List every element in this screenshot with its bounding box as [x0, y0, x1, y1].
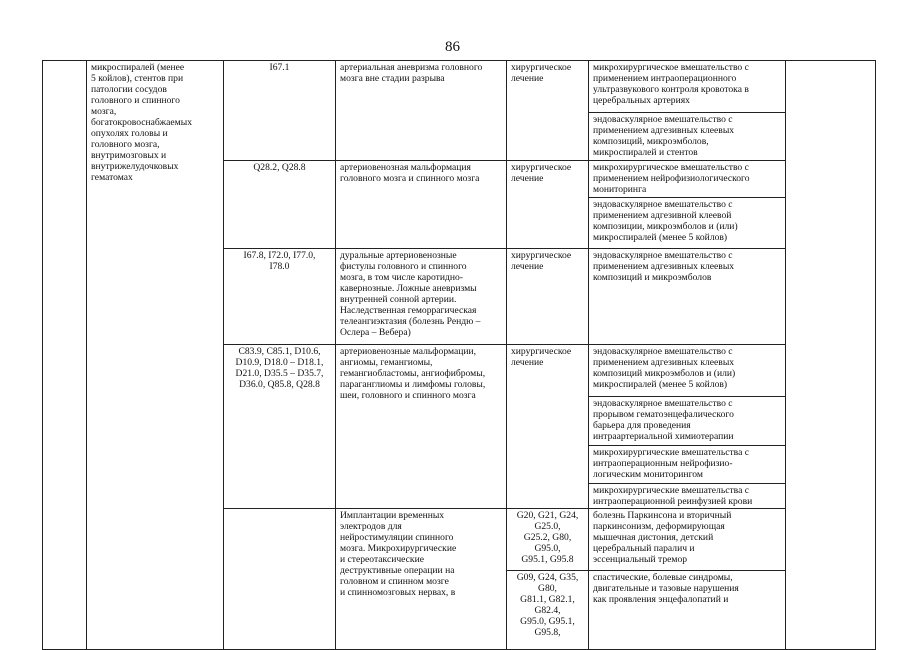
diagnosis-cell	[336, 249, 507, 345]
codes-cell	[224, 345, 336, 509]
method-cell	[589, 61, 786, 113]
codes-cell	[224, 61, 336, 161]
group-cell	[336, 509, 507, 650]
method-text: микрохирургические вмешательства с интраоперационным нейрофизио- логическим мониторингом	[593, 447, 749, 480]
codes-cell	[507, 571, 589, 650]
table-row	[43, 61, 876, 113]
extra-cell	[786, 61, 876, 650]
treatment-type-text: хирургическое лечение	[511, 62, 572, 84]
method-cell	[589, 198, 786, 249]
number-cell	[224, 509, 336, 650]
treatment-type-cell	[507, 249, 589, 345]
method-text: эндоваскулярное вмешательство с применением адгезивных клеевых композиций, микроэмболов, микроспиралей и стентов	[593, 114, 735, 158]
method-cell	[589, 446, 786, 484]
diagnosis-text: спастические, болевые синдромы, двигательные и тазовые нарушения как проявления энцефалопатий и	[593, 572, 739, 605]
diagnosis-cell	[336, 345, 507, 509]
diagnosis-cell	[336, 61, 507, 161]
method-text: эндоваскулярное вмешательство с применением адгезивных клеевых композиций микроэмболов и (или) микроспиралей (менее 5 койлов)	[593, 346, 736, 390]
group-text: микроспиралей (менее 5 койлов), стентов при патологии сосудов головного и спинного мозга, богатокровоснабжаемых опухолях головы и головного мозга, внутримозговых и внутрижелудочковых гематомах	[91, 62, 192, 183]
page-number: 86	[445, 39, 460, 55]
codes-cell	[507, 509, 589, 571]
codes-text: G09, G24, G35, G80, G81.1, G82.1, G82.4, G95.0, G95.1, G95.8,	[516, 572, 579, 638]
method-text: микрохирургическое вмешательство с применением интраоперационного ультразвукового контроля кровотока в церебральных артериях	[593, 62, 749, 106]
method-cell	[589, 249, 786, 345]
diagnosis-cell	[336, 161, 507, 249]
method-cell	[589, 345, 786, 397]
method-cell	[589, 161, 786, 198]
codes-text: G20, G21, G24, G25.0, G25.2, G80, G95.0, G95.1, G95.8	[516, 510, 579, 565]
diagnosis-text: дуральные артериовенозные фистулы головного и спинного мозга, в том числе каротидно- кавернозные. Ложные аневризмы внутренней сонной артерии. Наследственная геморрагическая телеангиэктазия (болезнь Рендю – Ослера – Вебера)	[340, 250, 481, 338]
diagnosis-cell	[589, 571, 786, 650]
treatment-type-text: хирургическое лечение	[511, 162, 572, 184]
treatment-table	[42, 60, 876, 650]
method-text: эндоваскулярное вмешательство с прорывом гематоэнцефалического барьера для проведения интраартериальной химиотерапии	[593, 398, 734, 442]
number-cell	[43, 61, 87, 650]
group-cell	[87, 61, 224, 650]
group-text: Имплантации временных электродов для нейростимуляции спинного мозга. Микрохирургические и стереотаксические деструктивные операции на головном и спинном мозге и спинномозговых нервах, в	[340, 510, 457, 598]
method-cell	[589, 484, 786, 509]
codes-cell	[224, 161, 336, 249]
method-text: микрохирургическое вмешательство с применением нейрофизиологического мониторинга	[593, 162, 750, 195]
treatment-type-cell	[507, 61, 589, 161]
diagnosis-text: артериовенозная мальформация головного мозга и спинного мозга	[340, 162, 480, 184]
codes-text: I67.1	[269, 62, 290, 73]
diagnosis-text: артериальная аневризма головного мозга вне стадии разрыва	[340, 62, 483, 84]
treatment-type-text: хирургическое лечение	[511, 346, 572, 368]
method-text: микрохирургические вмешательства с интраоперационной реинфузией крови	[593, 485, 753, 507]
diagnosis-text: артериовенозные мальформации, ангиомы, гемангиомы, гемангиобластомы, ангиофибромы, параганглиомы и лимфомы головы, шеи, головного и спинного мозга	[340, 346, 486, 401]
codes-text: Q28.2, Q28.8	[253, 162, 306, 173]
codes-cell	[224, 249, 336, 345]
treatment-type-text: хирургическое лечение	[511, 250, 572, 272]
treatment-type-cell	[507, 345, 589, 509]
codes-text: I67.8, I72.0, I77.0, I78.0	[243, 250, 316, 272]
method-cell	[589, 113, 786, 161]
method-cell	[589, 397, 786, 446]
treatment-type-cell	[507, 161, 589, 249]
diagnosis-cell	[589, 509, 786, 571]
diagnosis-text: болезнь Паркинсона и вторичный паркинсонизм, деформирующая мышечная дистония, детский церебральный паралич и эссенциальный тремор	[593, 510, 732, 565]
method-text: эндоваскулярное вмешательство с применением адгезивной клеевой композиции, микроэмболов и (или) микроспиралей (менее 5 койлов)	[593, 199, 738, 243]
codes-text: C83.9, C85.1, D10.6, D10.9, D18.0 – D18.1, D21.0, D35.5 – D35.7, D36.0, Q85.8, Q28.8	[235, 346, 324, 390]
method-text: эндоваскулярное вмешательство с применением адгезивных клеевых композиций и микроэмболов	[593, 250, 735, 283]
